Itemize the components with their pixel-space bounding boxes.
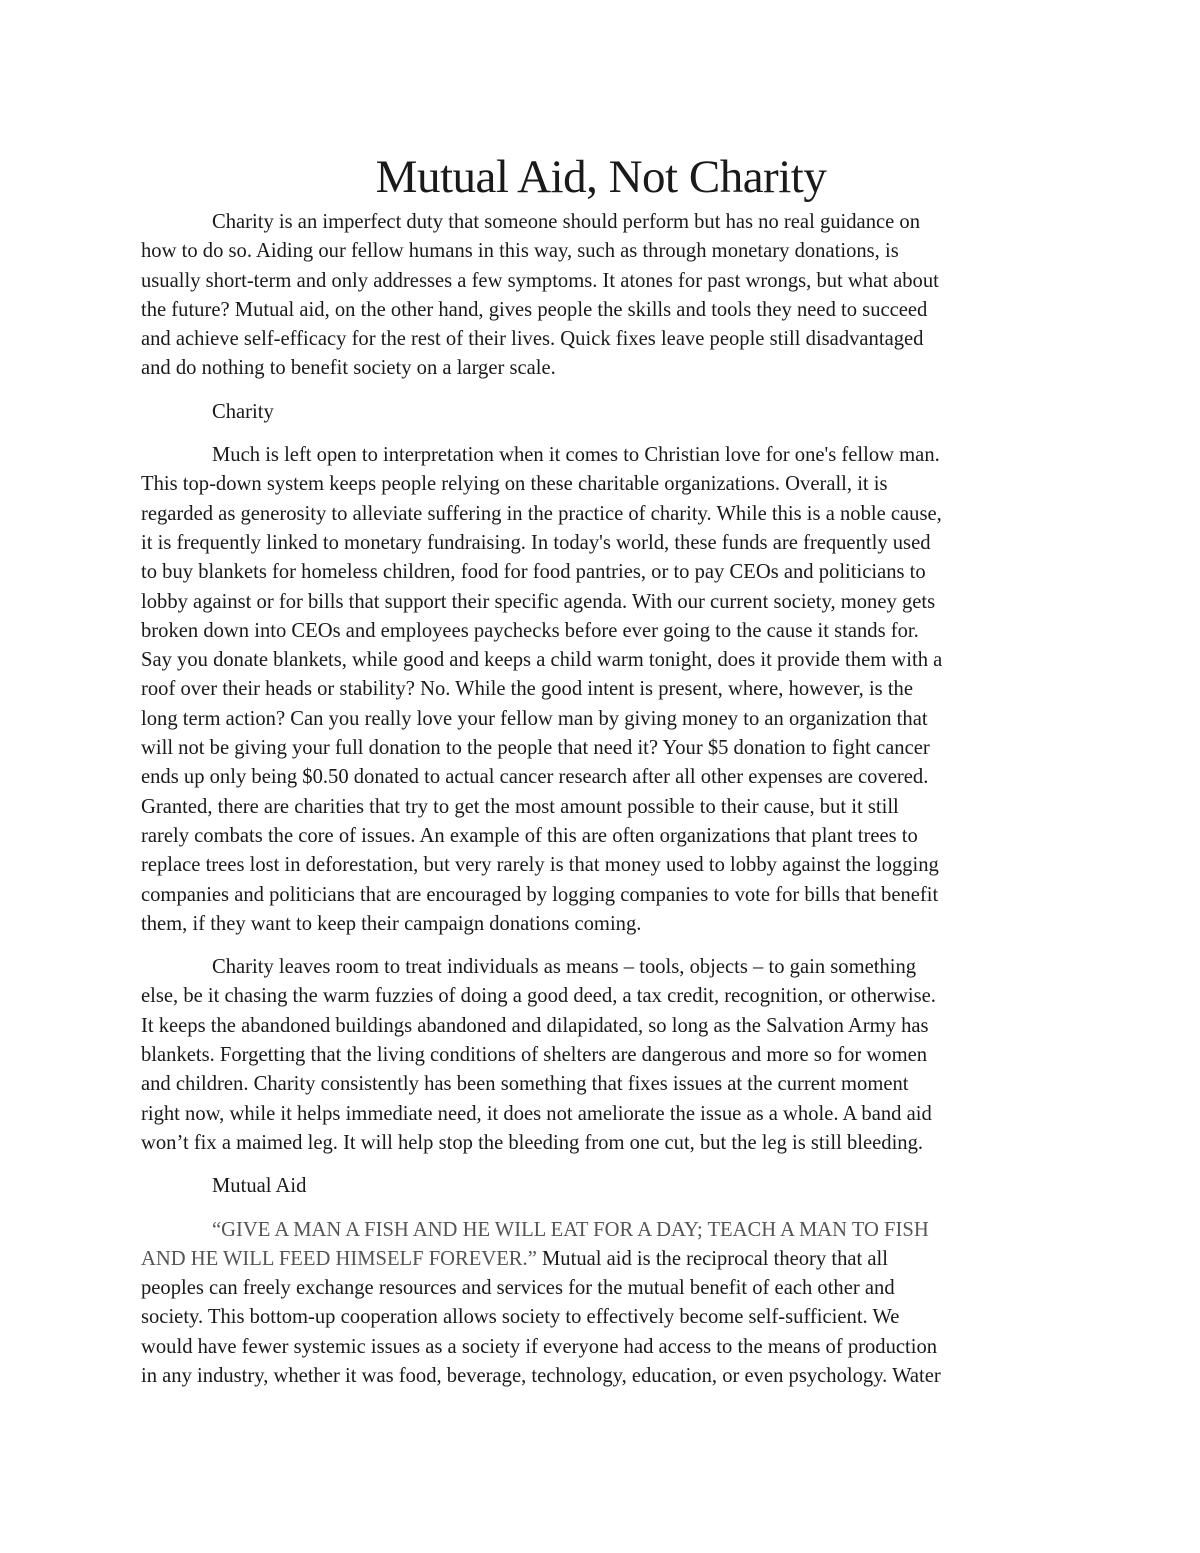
text-line: society. This bottom-up cooperation allows society to effectively become self-sufficient. We — [141, 1306, 900, 1329]
text-line: rarely combats the core of issues. An example of this are often organizations that plant trees to — [141, 824, 918, 847]
text-line: Granted, there are charities that try to get the most amount possible to their cause, but it still — [141, 795, 899, 818]
text-line: ends up only being $0.50 donated to actual cancer research after all other expenses are covered. — [141, 766, 929, 789]
text-line: lobby against or for bills that support their specific agenda. With our current society, money gets — [141, 590, 936, 613]
text-line: usually short-term and only addresses a few symptoms. It atones for past wrongs, but what about — [141, 269, 939, 292]
charity-paragraph-1 — [141, 441, 1061, 939]
text-line: companies and politicians that are encouraged by logging companies to vote for bills that benefit — [141, 883, 939, 906]
text-line — [141, 1216, 1061, 1245]
text-line: in any industry, whether it was food, beverage, technology, education, or even psychology. Water — [141, 1364, 941, 1387]
text-line: Much is left open to interpretation when it comes to Christian love for one's fellow man. — [212, 444, 940, 467]
text-line: Charity is an imperfect duty that someone should perform but has no real guidance on — [212, 211, 921, 233]
charity-paragraph-2 — [141, 953, 1061, 1158]
text-line: roof over their heads or stability? No. While the good intent is present, where, however, is the — [141, 678, 913, 701]
body-text: Mutual aid is the reciprocal theory that all — [536, 1247, 888, 1270]
text-line: and children. Charity consistently has been something that fixes issues at the current moment — [141, 1073, 909, 1096]
text-line: blankets. Forgetting that the living conditions of shelters are dangerous and more so for women — [141, 1044, 928, 1067]
text-line — [141, 1245, 1061, 1274]
text-line: Say you donate blankets, while good and keeps a child warm tonight, does it provide them with a — [141, 649, 943, 672]
text-line: right now, while it helps immediate need, it does not ameliorate the issue as a whole. A band aid — [141, 1102, 932, 1125]
text-line: replace trees lost in deforestation, but very rarely is that money used to lobby against the logging — [141, 854, 939, 877]
quote-text: “GIVE A MAN A FISH AND HE WILL EAT FOR A DAY; TEACH A MAN TO FISH — [212, 1218, 929, 1241]
text-line: and do nothing to benefit society on a larger scale. — [141, 357, 556, 380]
text-line: regarded as generosity to alleviate suffering in the practice of charity. While this is a noble cause, — [141, 502, 942, 525]
text-line: to buy blankets for homeless children, food for food pantries, or to pay CEOs and politicians to — [141, 561, 926, 584]
text-line: the future? Mutual aid, on the other hand, gives people the skills and tools they need to succeed — [141, 298, 928, 321]
text-line: would have fewer systemic issues as a society if everyone had access to the means of production — [141, 1335, 938, 1358]
text-line: won’t fix a maimed leg. It will help stop the bleeding from one cut, but the leg is still bleeding. — [141, 1131, 924, 1154]
text-line: It keeps the abandoned buildings abandoned and dilapidated, so long as the Salvation Army has — [141, 1014, 929, 1037]
document-page — [141, 148, 1061, 1405]
text-line: will not be giving your full donation to the people that need it? Your $5 donation to fight cancer — [141, 737, 930, 760]
text-line: how to do so. Aiding our fellow humans in this way, such as through monetary donations, is — [141, 240, 899, 263]
section-heading-charity: Charity — [212, 400, 274, 423]
text-line: else, be it chasing the warm fuzzies of doing a good deed, a tax credit, recognition, or otherwise. — [141, 985, 936, 1008]
text-line: peoples can freely exchange resources and services for the mutual benefit of each other and — [141, 1277, 895, 1300]
text-line: it is frequently linked to monetary fundraising. In today's world, these funds are frequently used — [141, 531, 931, 554]
quote-text: AND HE WILL FEED HIMSELF FOREVER.” — [141, 1247, 537, 1270]
text-line: long term action? Can you really love your fellow man by giving money to an organization that — [141, 707, 928, 730]
text-line: Charity leaves room to treat individuals as means – tools, objects – to gain something — [212, 956, 917, 979]
text-line: them, if they want to keep their campaign donations coming. — [141, 912, 642, 935]
intro-paragraph — [141, 208, 1061, 384]
mutual-aid-paragraph — [141, 1216, 1061, 1392]
section-heading-mutual-aid: Mutual Aid — [212, 1175, 307, 1198]
text-line: and achieve self-efficacy for the rest of their lives. Quick fixes leave people still disadvantaged — [141, 328, 924, 351]
document-title: Mutual Aid, Not Charity — [375, 151, 827, 203]
text-line: broken down into CEOs and employees paychecks before ever going to the cause it stands for. — [141, 619, 919, 642]
text-line: This top-down system keeps people relying on these charitable organizations. Overall, it is — [141, 473, 888, 496]
